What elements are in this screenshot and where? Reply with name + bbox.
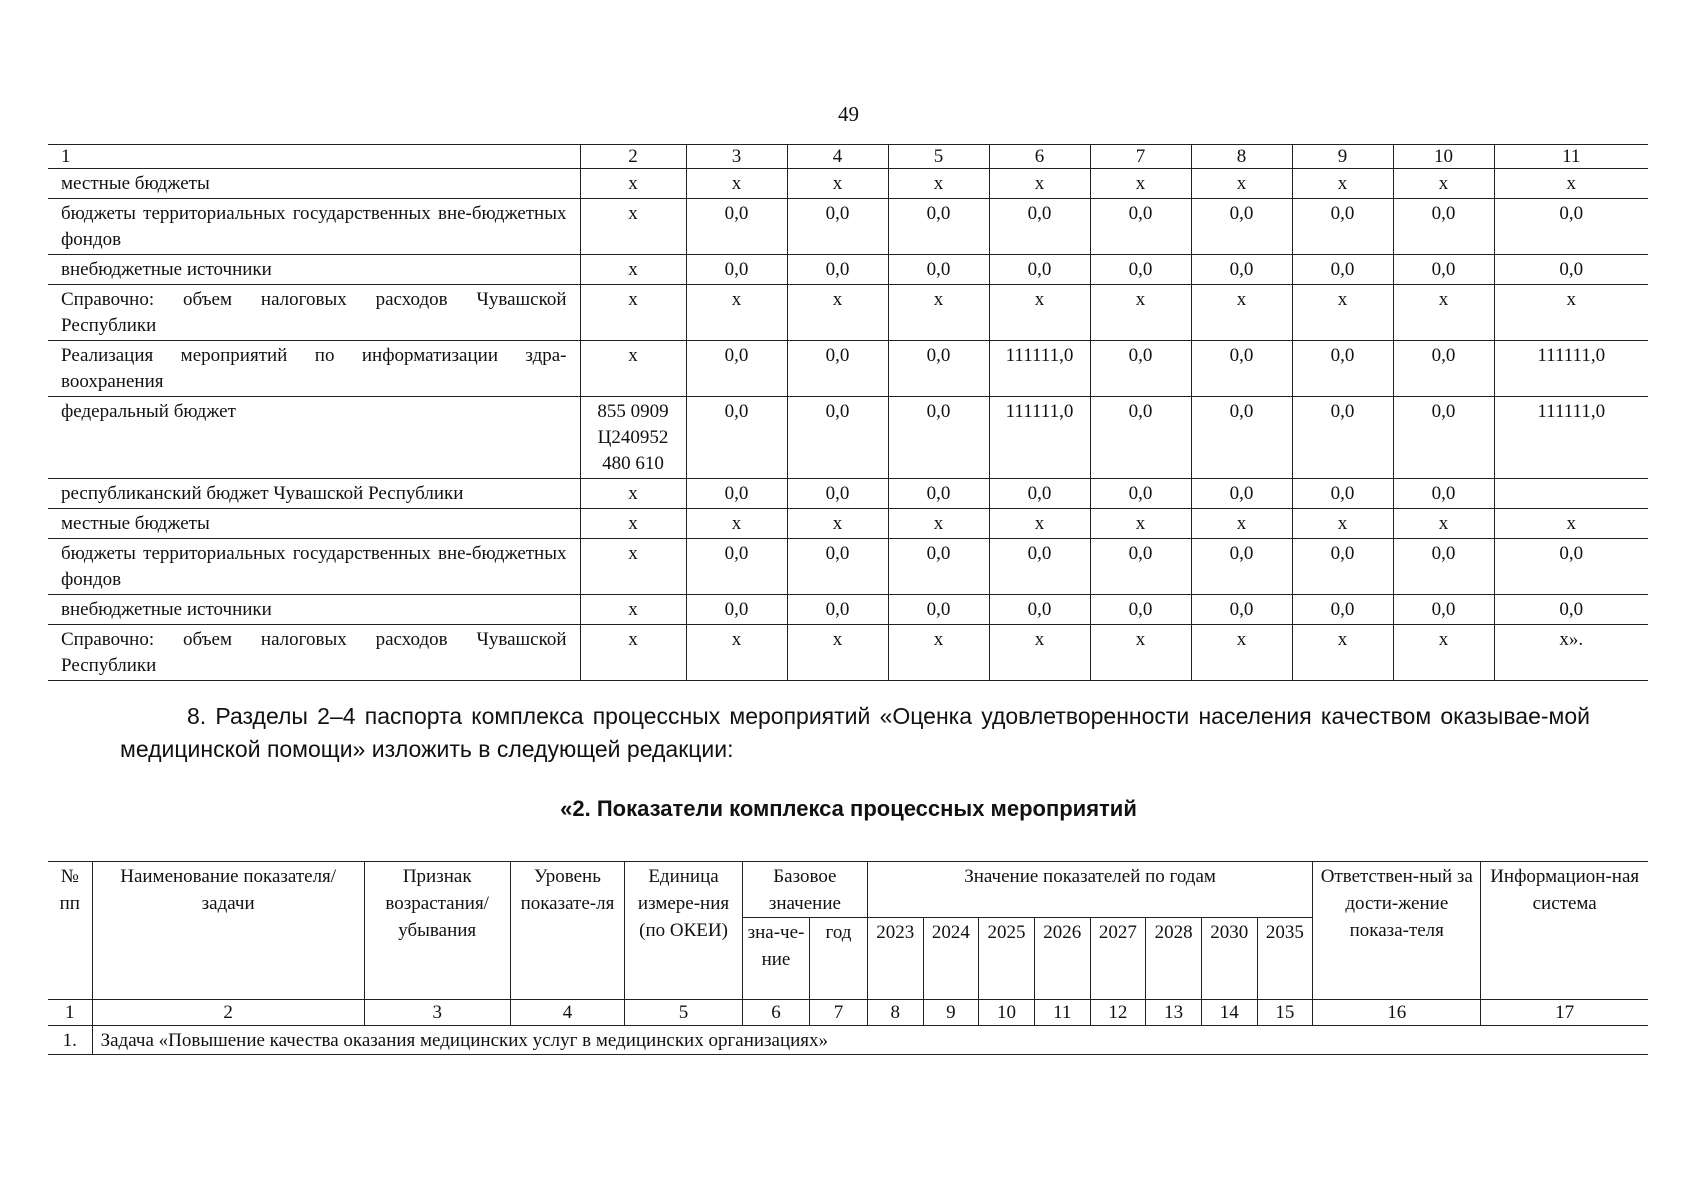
value-cell: 111111,0	[989, 397, 1090, 479]
value-cell: 0,0	[888, 479, 989, 509]
header-values-by-year: Значение показателей по годам	[867, 862, 1312, 918]
row-label: внебюджетные источники	[48, 255, 580, 285]
budget-code-cell: х	[580, 169, 686, 199]
value-cell: х	[1191, 285, 1292, 341]
value-cell: 0,0	[1292, 397, 1393, 479]
table-row	[48, 169, 1648, 199]
value-cell: х	[1191, 625, 1292, 681]
year-header: 2026	[1034, 918, 1090, 1000]
budget-code-cell: х	[580, 341, 686, 397]
value-cell: 0,0	[686, 539, 787, 595]
column-number: 14	[1201, 1000, 1257, 1026]
column-number: 16	[1313, 1000, 1481, 1026]
value-cell: 0,0	[787, 595, 888, 625]
value-cell: х	[787, 625, 888, 681]
column-number: 6	[989, 145, 1090, 169]
value-cell: 0,0	[1393, 595, 1494, 625]
header-num: № пп	[48, 862, 92, 1000]
value-cell: х	[888, 285, 989, 341]
value-cell: 111111,0	[1494, 341, 1648, 397]
column-number: 6	[742, 1000, 809, 1026]
value-cell: 0,0	[686, 595, 787, 625]
value-cell: х	[1292, 625, 1393, 681]
column-number: 9	[923, 1000, 979, 1026]
value-cell: х	[989, 285, 1090, 341]
value-cell: 0,0	[1090, 479, 1191, 509]
value-cell: х	[1393, 169, 1494, 199]
value-cell: х	[1494, 169, 1648, 199]
paragraph-text: 8. Разделы 2–4 паспорта комплекса процессных мероприятий «Оценка удовлетворенности населения качеством оказывае-мой медицинской помощи» изложить в следующей редакции:	[120, 703, 1590, 762]
value-cell: 0,0	[1191, 539, 1292, 595]
value-cell: х	[1393, 285, 1494, 341]
header-base-year: год	[810, 918, 868, 1000]
value-cell: х	[888, 509, 989, 539]
value-cell: 0,0	[787, 479, 888, 509]
budget-code-cell: х	[580, 625, 686, 681]
value-cell: х	[989, 169, 1090, 199]
value-cell: х	[787, 169, 888, 199]
value-cell: 0,0	[686, 255, 787, 285]
row-label: внебюджетные источники	[48, 595, 580, 625]
value-cell: х	[1494, 509, 1648, 539]
value-cell: 111111,0	[1494, 397, 1648, 479]
value-cell: 0,0	[1292, 199, 1393, 255]
column-number: 15	[1257, 1000, 1313, 1026]
year-header: 2028	[1146, 918, 1202, 1000]
value-cell: х	[1191, 169, 1292, 199]
value-cell: х	[686, 285, 787, 341]
column-number: 17	[1481, 1000, 1648, 1026]
value-cell: 0,0	[1090, 595, 1191, 625]
column-number: 10	[979, 1000, 1035, 1026]
value-cell: х	[1292, 169, 1393, 199]
row-label: республиканский бюджет Чувашской Республики	[48, 479, 580, 509]
column-number: 2	[580, 145, 686, 169]
value-cell: 0,0	[1191, 341, 1292, 397]
row-label: местные бюджеты	[48, 509, 580, 539]
value-cell: 0,0	[1191, 199, 1292, 255]
value-cell: 0,0	[1191, 595, 1292, 625]
year-header: 2025	[979, 918, 1035, 1000]
section-title: «2. Показатели комплекса процессных мероприятий	[560, 796, 1137, 821]
value-cell: 0,0	[989, 479, 1090, 509]
value-cell: х	[686, 169, 787, 199]
year-header: 2035	[1257, 918, 1313, 1000]
table-row	[48, 341, 1648, 397]
value-cell: 0,0	[1191, 479, 1292, 509]
value-cell: х	[686, 509, 787, 539]
value-cell: х	[686, 625, 787, 681]
header-sign: Признак возрастания/ убывания	[364, 862, 510, 1000]
indicators-table	[48, 861, 1648, 1055]
column-number: 13	[1146, 1000, 1202, 1026]
value-cell: 0,0	[1292, 595, 1393, 625]
table-row	[48, 539, 1648, 595]
value-cell	[1494, 479, 1648, 509]
value-cell: 0,0	[787, 199, 888, 255]
column-number: 10	[1393, 145, 1494, 169]
column-number: 8	[1191, 145, 1292, 169]
budget-code-cell: х	[580, 509, 686, 539]
value-cell: 0,0	[787, 341, 888, 397]
value-cell: 0,0	[1191, 255, 1292, 285]
header-info-system: Информацион-ная система	[1481, 862, 1648, 1000]
task-number: 1.	[48, 1026, 92, 1055]
budget-code-cell: х	[580, 539, 686, 595]
header-base-value: зна-че-ние	[742, 918, 809, 1000]
year-header: 2023	[867, 918, 923, 1000]
value-cell: 0,0	[1292, 539, 1393, 595]
column-number: 11	[1034, 1000, 1090, 1026]
value-cell: 0,0	[1393, 341, 1494, 397]
table-row	[48, 479, 1648, 509]
value-cell: 0,0	[1393, 199, 1494, 255]
table-row	[48, 509, 1648, 539]
row-label: Справочно: объем налоговых расходов Чувашской Республики	[48, 625, 580, 681]
column-number: 3	[364, 1000, 510, 1026]
value-cell: х	[1393, 625, 1494, 681]
row-label: местные бюджеты	[48, 169, 580, 199]
value-cell: х	[1292, 285, 1393, 341]
table-row	[48, 285, 1648, 341]
value-cell: х	[1090, 625, 1191, 681]
task-text: Задача «Повышение качества оказания медицинских услуг в медицинских организациях»	[92, 1026, 1648, 1055]
value-cell: 0,0	[1090, 539, 1191, 595]
budget-code-cell: х	[580, 285, 686, 341]
column-number: 1	[48, 1000, 92, 1026]
column-number: 1	[48, 145, 580, 169]
row-label: бюджеты территориальных государственных вне-бюджетных фондов	[48, 199, 580, 255]
value-cell: 0,0	[888, 255, 989, 285]
value-cell: х	[888, 625, 989, 681]
value-cell: 0,0	[888, 199, 989, 255]
budget-code-cell: х	[580, 255, 686, 285]
budget-code-cell: х	[580, 199, 686, 255]
value-cell: х	[888, 169, 989, 199]
value-cell: 0,0	[989, 255, 1090, 285]
value-cell: х	[787, 509, 888, 539]
row-label: Справочно: объем налоговых расходов Чувашской Республики	[48, 285, 580, 341]
table-row	[48, 625, 1648, 681]
value-cell: 0,0	[787, 397, 888, 479]
value-cell: 0,0	[787, 255, 888, 285]
value-cell: 0,0	[1393, 479, 1494, 509]
column-number: 5	[625, 1000, 743, 1026]
financing-table	[48, 144, 1648, 681]
value-cell: х	[1292, 509, 1393, 539]
value-cell: 0,0	[989, 199, 1090, 255]
column-number: 11	[1494, 145, 1648, 169]
value-cell: х	[989, 625, 1090, 681]
value-cell: 0,0	[888, 397, 989, 479]
year-header: 2024	[923, 918, 979, 1000]
row-label: Реализация мероприятий по информатизации здра-воохранения	[48, 341, 580, 397]
value-cell: 0,0	[1494, 595, 1648, 625]
value-cell: х	[989, 509, 1090, 539]
header-base: Базовое значение	[742, 862, 867, 918]
value-cell: х	[1393, 509, 1494, 539]
value-cell: 0,0	[686, 479, 787, 509]
value-cell: 0,0	[1494, 199, 1648, 255]
column-number: 4	[787, 145, 888, 169]
row-label: федеральный бюджет	[48, 397, 580, 479]
value-cell: х».	[1494, 625, 1648, 681]
value-cell: 0,0	[1090, 341, 1191, 397]
header-unit: Единица измере-ния (по ОКЕИ)	[625, 862, 743, 1000]
budget-code-cell: х	[580, 595, 686, 625]
year-header: 2030	[1201, 918, 1257, 1000]
value-cell: 0,0	[1393, 255, 1494, 285]
table-row	[48, 595, 1648, 625]
value-cell: 0,0	[989, 595, 1090, 625]
value-cell: 0,0	[1494, 255, 1648, 285]
value-cell: х	[1191, 509, 1292, 539]
page-number: 49	[838, 102, 859, 126]
value-cell: х	[1494, 285, 1648, 341]
value-cell: 0,0	[787, 539, 888, 595]
value-cell: 0,0	[1292, 255, 1393, 285]
value-cell: 0,0	[1090, 397, 1191, 479]
value-cell: х	[787, 285, 888, 341]
table-row	[48, 199, 1648, 255]
value-cell: 0,0	[686, 341, 787, 397]
budget-code-cell: х	[580, 479, 686, 509]
year-header: 2027	[1090, 918, 1146, 1000]
table-row	[48, 255, 1648, 285]
value-cell: 0,0	[989, 539, 1090, 595]
value-cell: 0,0	[1292, 479, 1393, 509]
column-number: 3	[686, 145, 787, 169]
value-cell: х	[1090, 169, 1191, 199]
value-cell: 111111,0	[989, 341, 1090, 397]
header-level: Уровень показате-ля	[510, 862, 625, 1000]
value-cell: 0,0	[1494, 539, 1648, 595]
value-cell: 0,0	[1292, 341, 1393, 397]
budget-code-cell: 855 0909 Ц240952 480 610	[580, 397, 686, 479]
column-number: 7	[1090, 145, 1191, 169]
column-number: 12	[1090, 1000, 1146, 1026]
column-number: 4	[510, 1000, 625, 1026]
value-cell: 0,0	[1393, 397, 1494, 479]
value-cell: 0,0	[1393, 539, 1494, 595]
column-number: 8	[867, 1000, 923, 1026]
value-cell: 0,0	[1090, 255, 1191, 285]
column-number: 9	[1292, 145, 1393, 169]
header-responsible: Ответствен-ный за дости-жение показа-теля	[1313, 862, 1481, 1000]
value-cell: 0,0	[888, 341, 989, 397]
header-name: Наименование показателя/задачи	[92, 862, 364, 1000]
value-cell: х	[1090, 509, 1191, 539]
column-number: 2	[92, 1000, 364, 1026]
value-cell: 0,0	[1191, 397, 1292, 479]
value-cell: 0,0	[888, 539, 989, 595]
value-cell: 0,0	[888, 595, 989, 625]
value-cell: 0,0	[1090, 199, 1191, 255]
value-cell: х	[1090, 285, 1191, 341]
row-label: бюджеты территориальных государственных вне-бюджетных фондов	[48, 539, 580, 595]
amendment-paragraph	[120, 700, 1590, 766]
value-cell: 0,0	[686, 397, 787, 479]
value-cell: 0,0	[686, 199, 787, 255]
column-number: 7	[810, 1000, 868, 1026]
table-row	[48, 397, 1648, 479]
column-number: 5	[888, 145, 989, 169]
